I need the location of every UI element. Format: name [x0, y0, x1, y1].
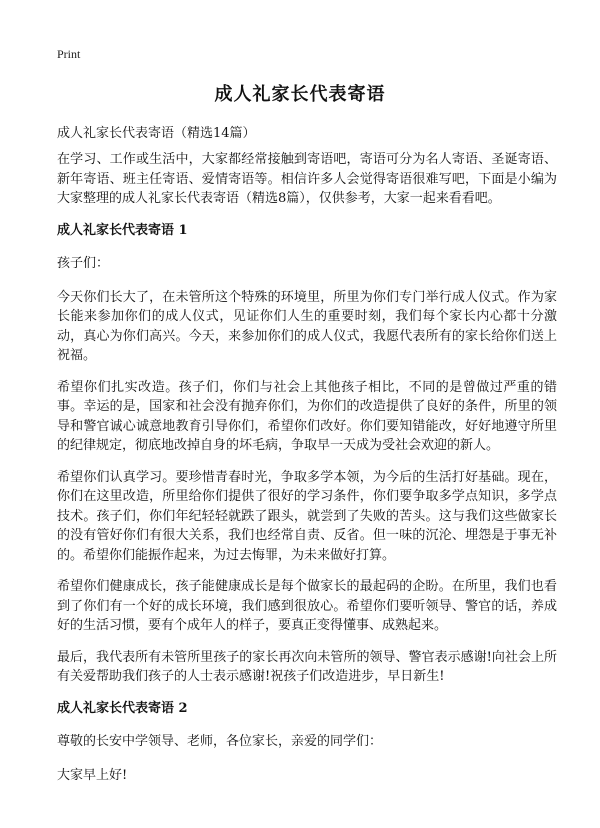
body-paragraph: 希望你们认真学习。要珍惜青春时光，争取多学本领，为今后的生活打好基础。现在，你们在这里改造，所里给你们提供了很好的学习条件，你们要争取多学点知识，多学点技术。孩子们，你们年纪轻轻就跌了跟头，就尝到了失败的苦头。这与我们这些做家长的没有管好你们有很大关系，我们也经常自责、反省。但一味的沉沦、埋怨是于事无补的。希望你们能振作起来，为过去悔罪，为未来做好打算。 [57, 469, 557, 563]
section-heading: 成人礼家长代表寄语 2 [57, 700, 188, 716]
intro-paragraph: 在学习、工作或生活中，大家都经常接触到寄语吧，寄语可分为名人寄语、圣诞寄语、新年寄语、班主任寄语、爱情寄语等。相信许多人会觉得寄语很难写吧，下面是小编为大家整理的成人礼家长代表寄语（精选8篇），仅供参考，大家一起来看看吧。 [57, 152, 557, 206]
article-body [57, 150, 557, 797]
page-title: 成人礼家长代表寄语 [214, 84, 386, 105]
body-paragraph: 大家早上好! [57, 767, 128, 783]
body-paragraph: 希望你们扎实改造。孩子们，你们与社会上其他孩子相比，不同的是曾做过严重的错事。幸运的是，国家和社会没有抛弃你们，为你们的改造提供了良好的条件，所里的领导和警官诚心诚意地教育引导你们，希望你们改好。你们要知错能改，好好地遵守所里的纪律规定，彻底地改掉自身的坏毛病，争取早一天成为受社会欢迎的新人。 [57, 379, 557, 453]
print-link[interactable]: Print [57, 47, 81, 61]
section-greeting: 孩子们： [57, 256, 110, 271]
body-paragraph: 今天你们长大了，在未管所这个特殊的环境里，所里为你们专门举行成人仪式。作为家长能来参加你们的成人仪式，见证你们人生的重要时刻，我们每个家长内心都十分激动，真心为你们高兴。今天，来参加你们的成人仪式，我愿代表所有的家长给你们送上祝福。 [57, 289, 557, 363]
section-greeting: 尊敬的长安中学领导、老师，各位家长，亲爱的同学们： [57, 734, 383, 749]
body-paragraph: 最后，我代表所有未管所里孩子的家长再次向未管所的领导、警官表示感谢!向社会上所有关爱帮助我们孩子的人士表示感谢!祝孩子们改造进步，早日新生! [57, 649, 557, 684]
body-paragraph: 希望你们健康成长，孩子能健康成长是每个做家长的最起码的企盼。在所里，我们也看到了你们有一个好的成长环境，我们感到很放心。希望你们要听领导、警官的话，养成好的生活习惯，要有个成年人的样子，要真正变得懂事、成熟起来。 [57, 579, 557, 633]
section-heading: 成人礼家长代表寄语 1 [57, 222, 188, 238]
page-subtitle: 成人礼家长代表寄语（精选14篇） [57, 126, 256, 141]
